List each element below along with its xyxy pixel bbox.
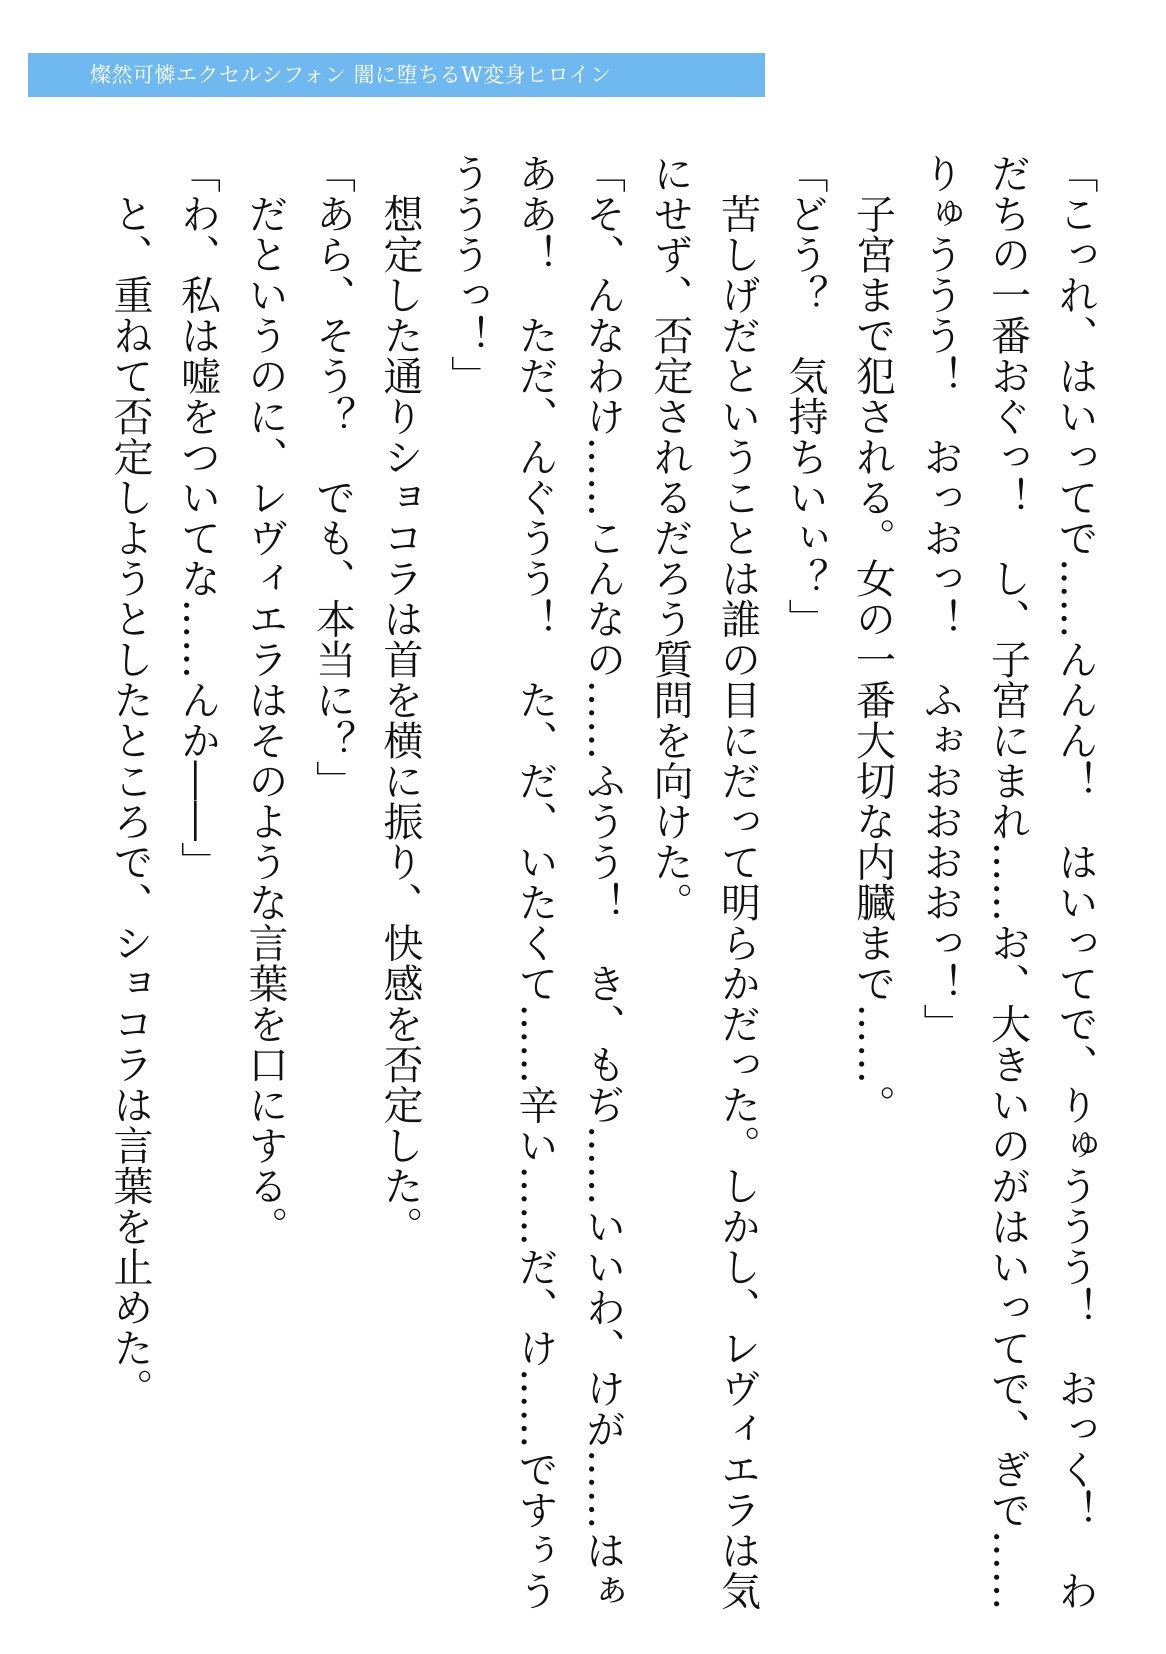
paragraph-4: 苦しげだということは誰の目にだって明らかだった。しかし、レヴィエラは気にせず、否定されるだろう質問を向けた。 — [647, 153, 761, 1611]
paragraph-2: 子宮まで犯される。女の一番大切な内臓まで……。 — [849, 153, 896, 1125]
body-text — [96, 153, 1109, 1613]
paragraph-6: 想定した通りショコラは首を横に振り、快感を否定した。 — [377, 153, 423, 1247]
paragraph-10: と、重ねて否定しようとしたところで、ショコラは言葉を止めた。 — [107, 153, 153, 1409]
running-header-title: 燦然可憐エクセルシフォン 闇に堕ちるW変身ヒロイン — [90, 63, 612, 87]
paragraph-9: 「わ、私は嘘をついてな……んか――」 — [174, 153, 221, 882]
paragraph-5: 「そ、んなわけ……こんなの……ふうう！ き、もぢ……いいわ、けが……はぁああ！ ただ、んぐうう！ た、だ、いたくて……辛い……だ、け……ですぅううううっ！」 — [444, 153, 626, 1611]
paragraph-3: 「どう？ 気持ちいぃ？」 — [782, 153, 828, 639]
header-band — [28, 53, 765, 97]
paragraph-7: 「あら、そう？ でも、本当に？」 — [309, 153, 356, 801]
paragraph-8: だというのに、レヴィエラはそのような言葉を口にする。 — [242, 153, 288, 1247]
paragraph-1: 「こっれ、はいってで……んんん！ はいってで、りゅううう！ おっく！ わだちの一番おぐっ！ し、子宮にまれ……お、大きいのがはいってで、ぎで……りゅううう！ おっおっ！ ふぉおおおおっ！」 — [917, 153, 1098, 1611]
